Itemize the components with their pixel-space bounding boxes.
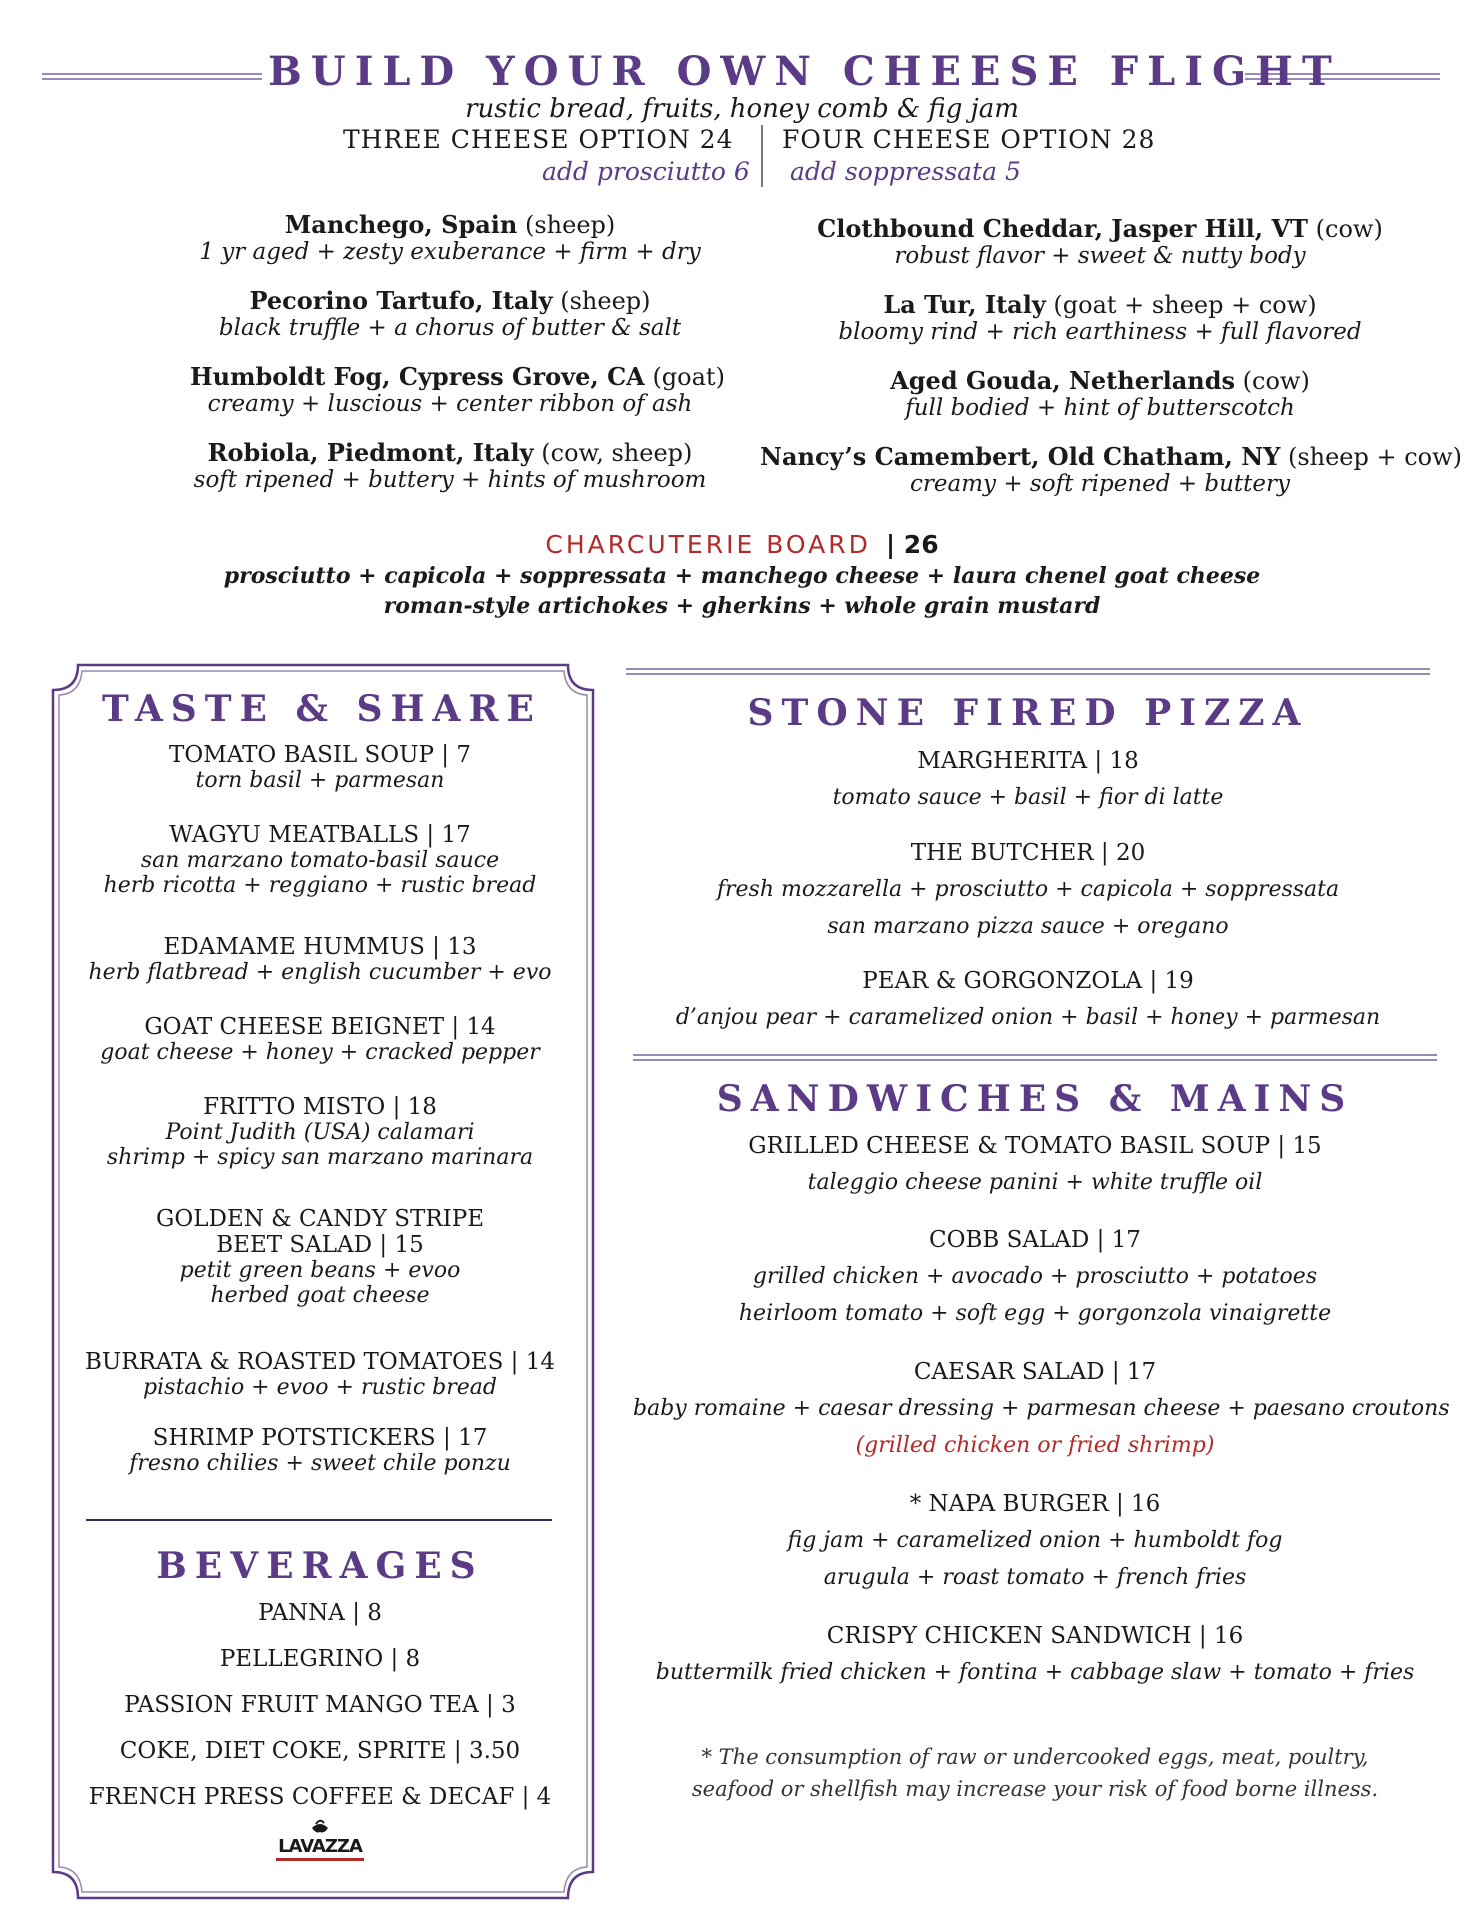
item-desc: san marzano tomato-basil sauce [140, 848, 500, 873]
beverages-title: BEVERAGES [156, 1545, 484, 1587]
pizza-top-rule [626, 668, 1430, 670]
item-desc: fresh mozzarella + prosciutto + capicola + soppressata [716, 877, 1340, 902]
option-divider [761, 125, 763, 187]
charcuterie-line2: roman-style artichokes + gherkins + whole grain mustard [383, 593, 1101, 619]
item-name: CRISPY CHICKEN SANDWICH | 16 [826, 1623, 1244, 1649]
beverage-item: FRENCH PRESS COFFEE & DECAF | 4 [88, 1784, 552, 1810]
cheese-item [760, 290, 1440, 366]
cheese-item [190, 210, 710, 286]
item-name: GOLDEN & CANDY STRIPE [156, 1206, 484, 1232]
menu-item [60, 822, 580, 934]
lavazza-logo [272, 1818, 368, 1864]
charcuterie-header [0, 530, 1484, 559]
cheese-name: Nancy’s Camembert, Old Chatham, NY [760, 442, 1281, 471]
menu-item [60, 934, 580, 1014]
item-desc: herbed goat cheese [210, 1283, 430, 1308]
item-name: * NAPA BURGER | 16 [909, 1491, 1161, 1517]
item-desc: torn basil + parmesan [195, 768, 445, 793]
cheese-type: (goat) [652, 363, 725, 391]
pizza-title: STONE FIRED PIZZA [747, 692, 1309, 734]
menu-item [633, 1623, 1437, 1717]
cheese-type: (goat + sheep + cow) [1053, 291, 1317, 319]
coffee-cup-icon [272, 1818, 368, 1838]
cheese-item [190, 362, 725, 438]
item-name: COBB SALAD | 17 [929, 1227, 1141, 1253]
beverage-item: PELLEGRINO | 8 [219, 1646, 421, 1672]
cheese-desc: full bodied + hint of butterscotch [905, 395, 1295, 421]
cheese-type: (cow) [1315, 215, 1383, 243]
mains-title: SANDWICHES & MAINS [716, 1078, 1354, 1120]
cheese-name: La Tur, Italy [883, 290, 1046, 319]
menu-item [626, 748, 1430, 840]
item-desc: heirloom tomato + soft egg + gorgonzola vinaigrette [738, 1301, 1332, 1326]
lavazza-wordmark: LAVAZZA [278, 1836, 362, 1857]
three-cheese-option: THREE CHEESE OPTION 24 [343, 125, 734, 154]
add-soppressata: add soppressata 5 [790, 157, 1021, 186]
cheese-flight-title: BUILD YOUR OWN CHEESE FLIGHT [268, 48, 1341, 95]
taste-share-list [60, 742, 580, 1501]
cheese-item [190, 438, 710, 514]
mains-list [633, 1133, 1450, 1717]
cheese-name: Robiola, Piedmont, Italy [207, 438, 534, 467]
cheese-item [760, 442, 1463, 518]
taste-share-title: TASTE & SHARE [102, 688, 542, 730]
cheese-name: Manchego, Spain [284, 210, 518, 239]
menu-item [60, 1206, 580, 1349]
item-desc: pistachio + evoo + rustic bread [143, 1375, 497, 1400]
item-name: WAGYU MEATBALLS | 17 [169, 822, 471, 848]
menu-item [626, 840, 1430, 968]
item-name: SHRIMP POTSTICKERS | 17 [152, 1425, 488, 1451]
item-name: BURRATA & ROASTED TOMATOES | 14 [85, 1349, 555, 1375]
menu-item [60, 1094, 580, 1206]
item-desc: arugula + roast tomato + french fries [823, 1565, 1247, 1590]
cheese-type: (sheep + cow) [1287, 443, 1463, 471]
cheese-name: Aged Gouda, Netherlands [890, 366, 1236, 395]
item-desc: herb flatbread + english cucumber + evo [88, 960, 552, 985]
pizza-list [626, 748, 1430, 1048]
cheese-type: (cow, sheep) [541, 439, 693, 467]
cheese-desc: bloomy rind + rich earthiness + full flavored [838, 319, 1362, 345]
add-prosciutto: add prosciutto 6 [542, 157, 750, 186]
cheese-desc: 1 yr aged + zesty exuberance + firm + dry [199, 239, 701, 265]
cheese-flight-subtitle: rustic bread, fruits, honey comb & fig jam [465, 94, 1019, 124]
charcuterie-title: CHARCUTERIE BOARD [545, 530, 871, 559]
menu-item [633, 1359, 1450, 1491]
charcuterie-line1: prosciutto + capicola + soppressata + manchego cheese + laura chenel goat cheese [223, 563, 1261, 589]
menu-item [633, 1133, 1437, 1227]
cheese-name: Humboldt Fog, Cypress Grove, CA [190, 362, 645, 391]
item-name: CAESAR SALAD | 17 [913, 1359, 1157, 1385]
item-name: FRITTO MISTO | 18 [203, 1094, 437, 1120]
cheese-type: (cow) [1242, 367, 1310, 395]
mains-top-rule [633, 1054, 1437, 1056]
disclaimer-line2: seafood or shellfish may increase your risk of food borne illness. [691, 1777, 1379, 1801]
item-name: EDAMAME HUMMUS | 13 [163, 934, 477, 960]
cheese-type: (sheep) [525, 211, 616, 239]
cheese-list-left [190, 210, 725, 514]
item-name: TOMATO BASIL SOUP | 7 [168, 742, 472, 768]
item-name: GRILLED CHEESE & TOMATO BASIL SOUP | 15 [748, 1133, 1322, 1159]
item-name-line2: BEET SALAD | 15 [216, 1232, 424, 1258]
cheese-item [760, 214, 1440, 290]
disclaimer-line1: * The consumption of raw or undercooked eggs, meat, poultry, [701, 1745, 1369, 1769]
cheese-type: (sheep) [560, 287, 651, 315]
menu-item [633, 1227, 1437, 1359]
item-desc: Point Judith (USA) calamari [165, 1120, 475, 1145]
item-name: GOAT CHEESE BEIGNET | 14 [144, 1014, 496, 1040]
item-desc: fig jam + caramelized onion + humboldt fog [787, 1528, 1283, 1553]
beverages-list [60, 1600, 580, 1830]
item-name: PEAR & GORGONZOLA | 19 [862, 968, 1194, 994]
cheese-desc: soft ripened + buttery + hints of mushroom [193, 467, 707, 493]
item-desc: taleggio cheese panini + white truffle oil [807, 1170, 1263, 1195]
cheese-item [190, 286, 710, 362]
beverage-item: PASSION FRUIT MANGO TEA | 3 [124, 1692, 516, 1718]
menu-item [60, 1014, 580, 1094]
item-desc: buttermilk fried chicken + fontina + cabbage slaw + tomato + fries [655, 1660, 1415, 1685]
item-desc: grilled chicken + avocado + prosciutto + potatoes [752, 1264, 1318, 1289]
item-desc: fresno chilies + sweet chile ponzu [129, 1451, 511, 1476]
title-rule-left [42, 73, 262, 75]
item-desc: san marzano pizza sauce + oregano [827, 914, 1229, 939]
cheese-desc: robust flavor + sweet & nutty body [894, 243, 1306, 269]
item-name: THE BUTCHER | 20 [910, 840, 1146, 866]
cheese-name: Clothbound Cheddar, Jasper Hill, VT [817, 214, 1308, 243]
menu-item [60, 742, 580, 822]
beverage-item: PANNA | 8 [258, 1600, 382, 1626]
menu-item [626, 968, 1430, 1048]
menu-item [633, 1491, 1437, 1623]
beverages-divider [86, 1519, 552, 1521]
four-cheese-option: FOUR CHEESE OPTION 28 [782, 125, 1156, 154]
charcuterie-price: | 26 [885, 530, 939, 559]
cheese-list-right [760, 214, 1463, 518]
cheese-name: Pecorino Tartufo, Italy [249, 286, 553, 315]
beverage-item: COKE, DIET COKE, SPRITE | 3.50 [119, 1738, 521, 1764]
item-desc: goat cheese + honey + cracked pepper [100, 1040, 540, 1065]
cheese-desc: creamy + luscious + center ribbon of ash [207, 391, 693, 417]
menu-item [60, 1425, 580, 1501]
cheese-desc: creamy + soft ripened + buttery [910, 471, 1290, 497]
item-note: (grilled chicken or fried shrimp) [855, 1433, 1215, 1458]
item-name: MARGHERITA | 18 [917, 748, 1139, 774]
item-desc: tomato sauce + basil + fior di latte [832, 785, 1224, 810]
cheese-item [760, 366, 1440, 442]
item-desc: petit green beans + evoo [179, 1258, 461, 1283]
cheese-desc: black truffle + a chorus of butter & salt [218, 315, 682, 341]
lavazza-underline [276, 1858, 364, 1861]
menu-item [60, 1349, 580, 1425]
item-desc: shrimp + spicy san marzano marinara [106, 1145, 534, 1170]
item-desc: d’anjou pear + caramelized onion + basil + honey + parmesan [675, 1005, 1381, 1030]
item-desc: baby romaine + caesar dressing + parmesan cheese + paesano croutons [633, 1396, 1450, 1421]
item-desc: herb ricotta + reggiano + rustic bread [103, 873, 537, 898]
